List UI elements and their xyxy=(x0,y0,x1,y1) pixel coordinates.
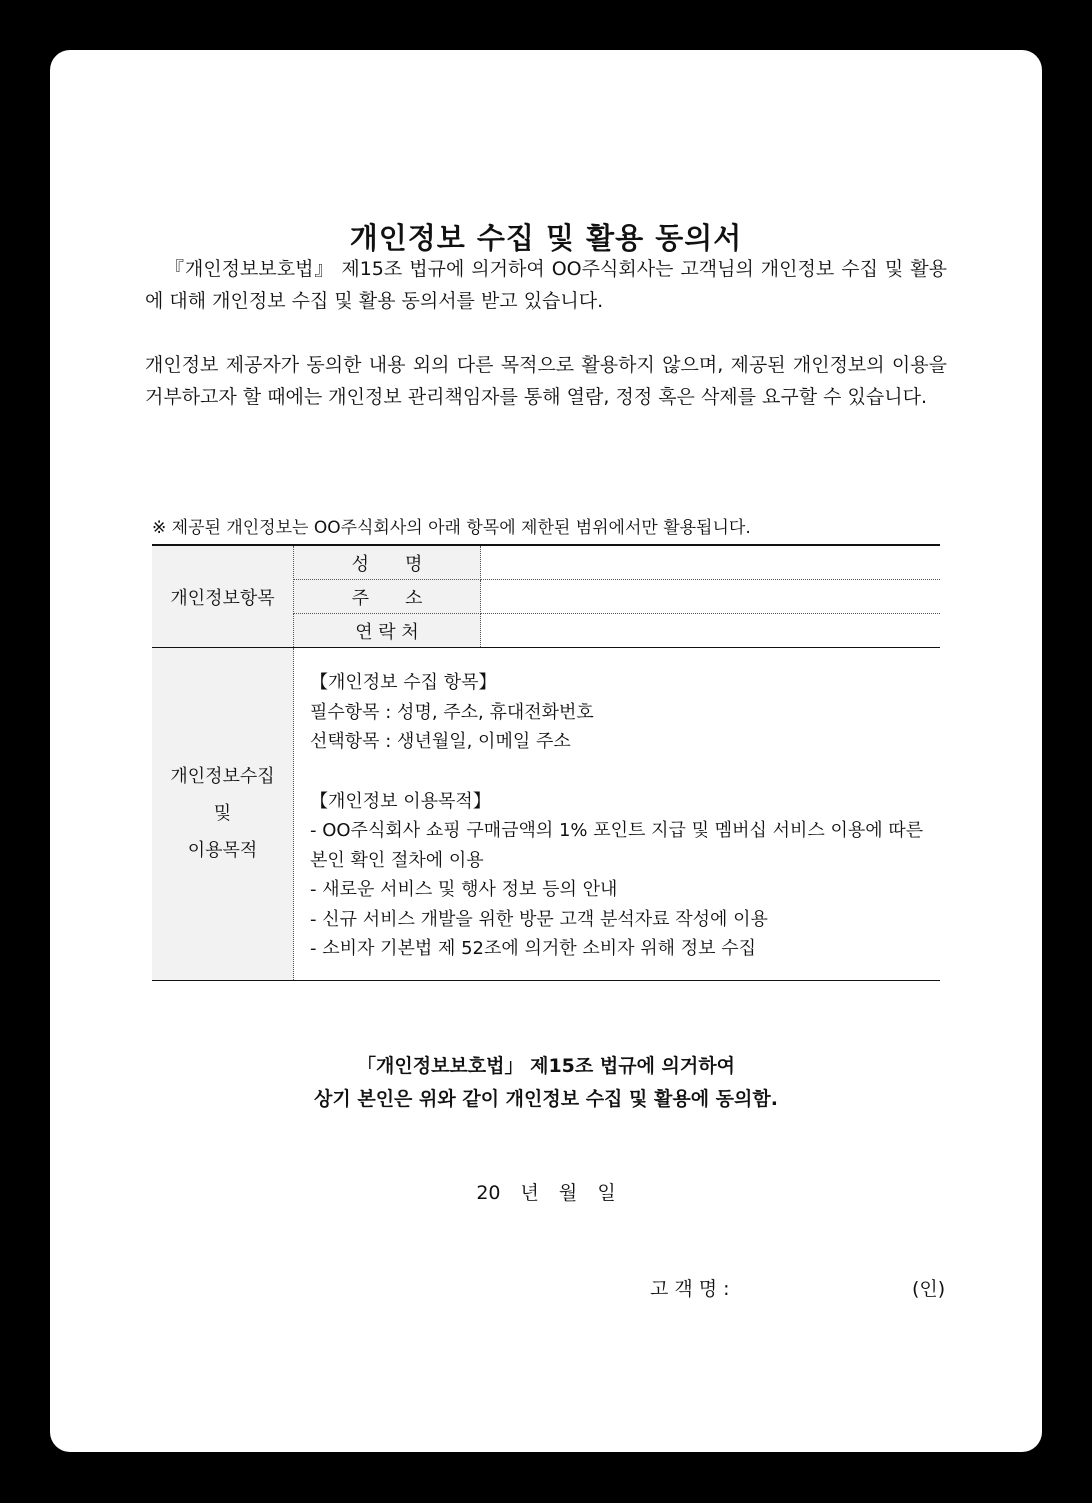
section-label-collection-purpose xyxy=(152,648,294,981)
statement-line: 상기 본인은 위와 같이 개인정보 수집 및 활용에 동의함. xyxy=(314,1088,778,1110)
section-label-line: 개인정보수집 xyxy=(170,766,275,788)
seal-mark[interactable]: (인) xyxy=(912,1278,946,1300)
customer-name-label: 고 객 명 : xyxy=(650,1278,730,1300)
section-label-line: 이용목적 xyxy=(187,840,258,862)
date-line[interactable]: 20 년 월 일 xyxy=(476,1182,616,1204)
field-value-name[interactable] xyxy=(481,545,941,580)
section-label-line: 및 xyxy=(213,803,232,825)
field-value-contact[interactable] xyxy=(481,614,941,648)
purpose-item: - 새로운 서비스 및 행사 정보 등의 안내 xyxy=(310,879,618,900)
usage-note: ※ 제공된 개인정보는 OO주식회사의 아래 항목에 제한된 범위에서만 활용됩니다. xyxy=(152,518,751,538)
consent-statement xyxy=(50,1050,1042,1116)
field-label-contact: 연 락 처 xyxy=(294,614,481,648)
spacer xyxy=(310,757,926,787)
table-row xyxy=(152,545,940,580)
field-label-name: 성 명 xyxy=(294,545,481,580)
collection-purpose-content xyxy=(294,648,941,981)
optional-items: 선택항목 : 생년월일, 이메일 주소 xyxy=(310,731,571,752)
table-row xyxy=(152,648,940,981)
required-items: 필수항목 : 성명, 주소, 휴대전화번호 xyxy=(310,701,594,723)
consent-table xyxy=(152,544,940,981)
section-label-personal-info: 개인정보항목 xyxy=(152,545,294,648)
purpose-item: - 신규 서비스 개발을 위한 방문 고객 분석자료 작성에 이용 xyxy=(310,908,768,930)
purpose-item: - OO주식회사 쇼핑 구매금액의 1% 포인트 지급 및 멤버십 서비스 이용에 따른 본인 확인 절차에 이용 xyxy=(310,820,924,871)
field-value-address[interactable] xyxy=(481,580,941,614)
purpose-item: - 소비자 기본법 제 52조에 의거한 소비자 위해 정보 수집 xyxy=(310,938,757,959)
intro-paragraph: 『개인정보보호법』 제15조 법규에 의거하여 OO주식회사는 고객님의 개인정보 수집 및 활용에 대해 개인정보 수집 및 활용 동의서를 받고 있습니다. xyxy=(145,258,947,312)
field-label-address: 주 소 xyxy=(294,580,481,614)
consent-form-page xyxy=(50,50,1042,1452)
page-title: 개인정보 수집 및 활용 동의서 xyxy=(349,221,743,255)
collection-heading: 【개인정보 수집 항목】 xyxy=(310,672,497,693)
rights-paragraph: 개인정보 제공자가 동의한 내용 외의 다른 목적으로 활용하지 않으며, 제공된 개인정보의 이용을 거부하고자 할 때에는 개인정보 관리책임자를 통해 열람, 정정 혹은 삭제를 요구할 수 있습니다. xyxy=(145,354,947,408)
statement-line: 「개인정보보호법」 제15조 법규에 의거하여 xyxy=(357,1055,735,1077)
purpose-heading: 【개인정보 이용목적】 xyxy=(310,790,491,812)
